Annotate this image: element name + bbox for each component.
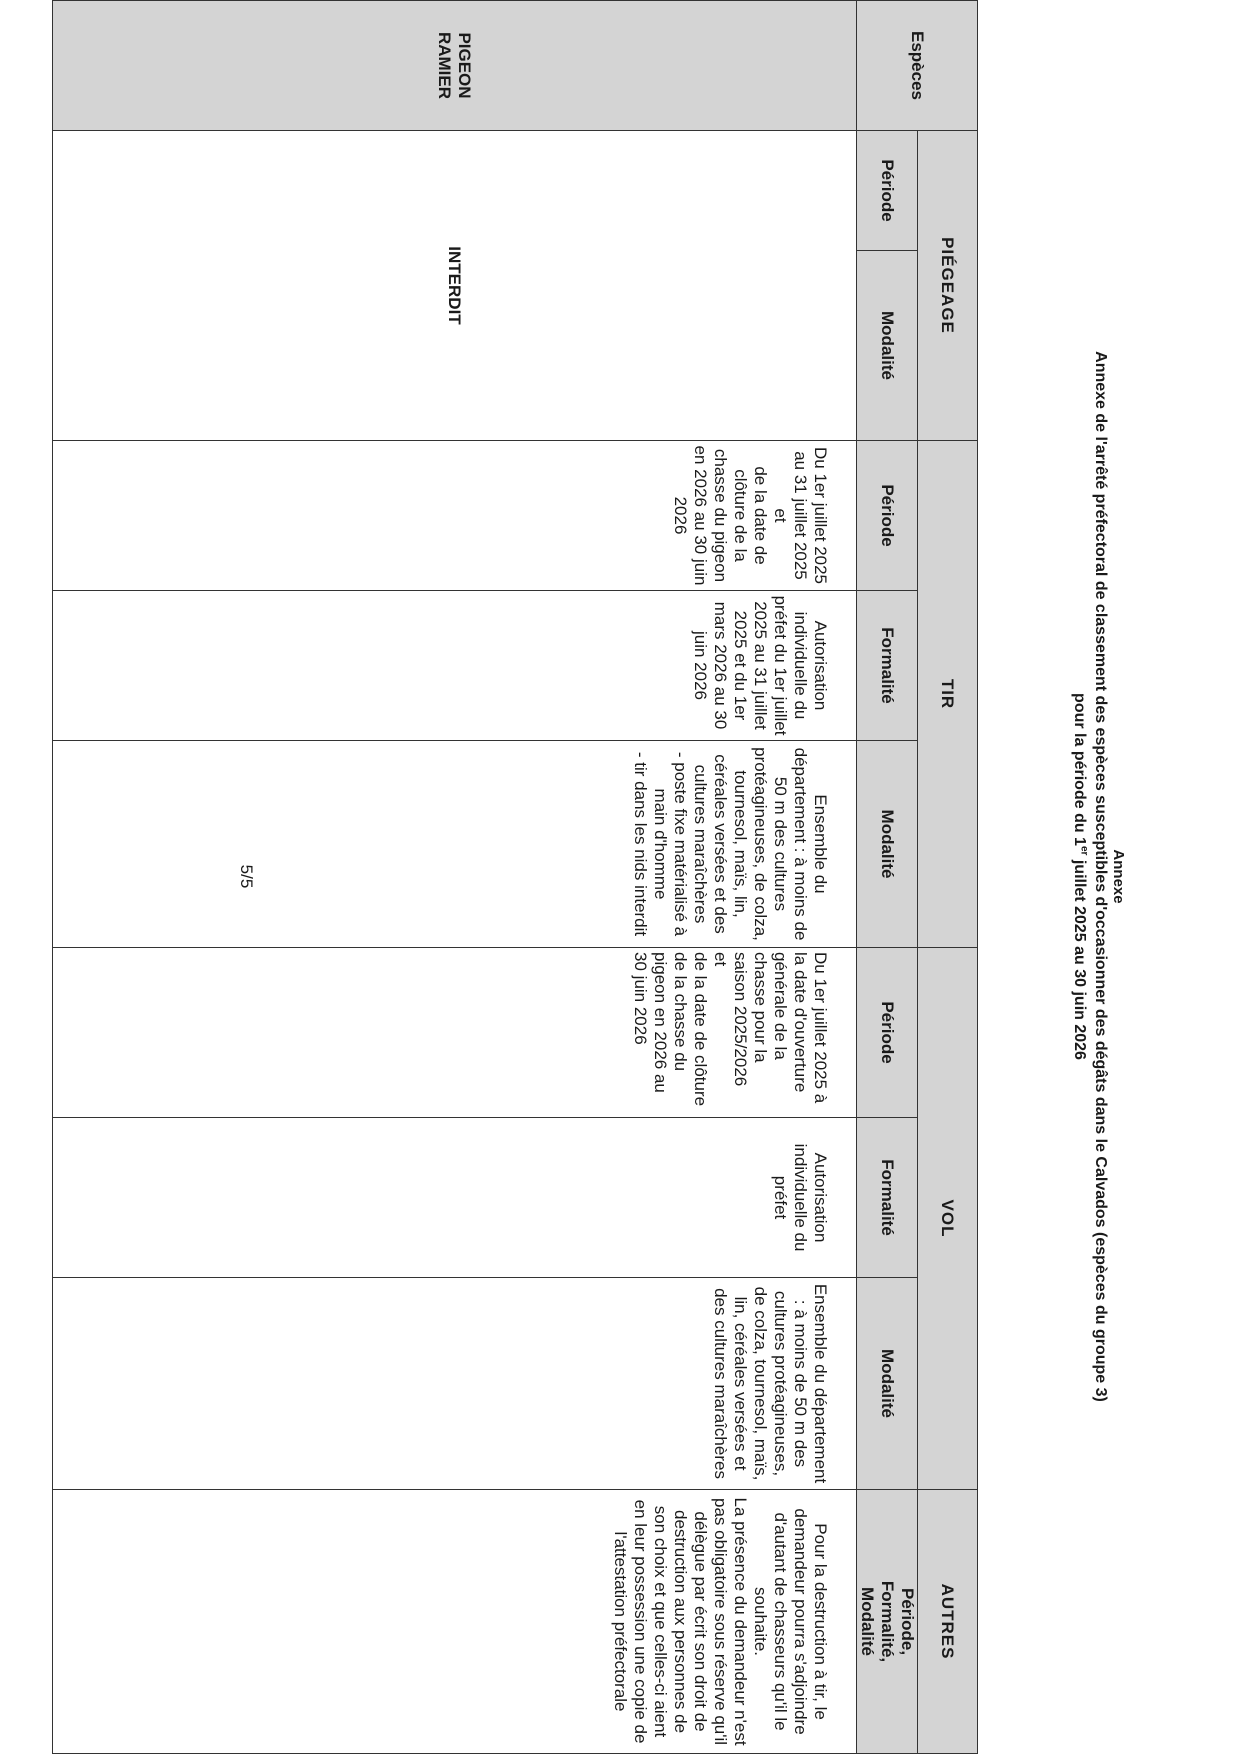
page-number: 5/5 bbox=[237, 864, 256, 889]
piegeage-periode-header: Période bbox=[857, 131, 918, 251]
group-tir: TIR bbox=[918, 441, 978, 948]
tir-formalite-cell: Autorisation individuelle du préfet du 1er juillet 2025 au 31 juillet 2025 et du 1er mars 2026 au 30 juin 2026 bbox=[53, 591, 857, 741]
annexe-label: Annexe bbox=[1110, 849, 1127, 904]
vol-periode-header: Période bbox=[857, 948, 918, 1118]
vol-periode-cell: Du 1er juillet 2025 à la date d'ouverture générale de la chasse pour la saison 2025/2026 et de la date de clôture de la chasse du pigeon en 2026 au 30 juin 2026 bbox=[53, 948, 857, 1118]
document-title: Annexe de l'arrêté préfectoral de classement des espèces susceptibles d'occasionner des dégâts dans le Calvados (espèces du groupe 3) bbox=[1092, 351, 1109, 1402]
vol-formalite-cell: Autorisation individuelle du préfet bbox=[53, 1118, 857, 1278]
group-autres: AUTRES bbox=[918, 1490, 978, 1754]
vol-modalite-header: Modalité bbox=[857, 1278, 918, 1490]
tir-modalite-cell: Ensemble du département : à moins de 50 m des cultures protéagineuses, de colza, tournesol, maïs, lin, céréales versées et des cultures maraîchères - poste fixe matérialisé à main d'homme - tir dans les nids interdit bbox=[53, 741, 857, 948]
species-pigeon-ramier: PIGEON RAMIER bbox=[53, 1, 857, 131]
tir-formalite-header: Formalité bbox=[857, 591, 918, 741]
group-piegeage: PIÉGEAGE bbox=[918, 131, 978, 441]
autres-cell: Pour la destruction à tir, le demandeur pourra s'adjoindre d'autant de chasseurs qu'il le souhaite. La présence du demandeur n'est pas obligatoire sous réserve qu'il délègue par écrit son droit de destruction aux personnes de son choix et que celles-ci aient en leur possession une copie de l'attestation préfectorale bbox=[53, 1490, 857, 1754]
piegeage-modalite-header: Modalité bbox=[857, 251, 918, 441]
autres-header: Période, Formalité, Modalité bbox=[857, 1490, 918, 1754]
tir-modalite-header: Modalité bbox=[857, 741, 918, 948]
period-part2: juillet 2025 au 30 juin 2026 bbox=[1071, 855, 1088, 1060]
document-period bbox=[1070, 0, 1088, 1753]
tir-periode-header: Période bbox=[857, 441, 918, 591]
period-sup: er bbox=[1078, 845, 1090, 856]
classement-table bbox=[52, 0, 978, 1754]
period-part1: pour la période du 1 bbox=[1071, 693, 1088, 846]
vol-formalite-header: Formalité bbox=[857, 1118, 918, 1278]
group-vol: VOL bbox=[918, 948, 978, 1490]
piegeage-interdit: INTERDIT bbox=[53, 131, 857, 441]
vol-modalite-cell: Ensemble du département : à moins de 50 m des cultures protéagineuses, de colza, tournesol, maïs, lin, céréales versées et des cultures maraîchères bbox=[53, 1278, 857, 1490]
tir-periode-cell: Du 1er juillet 2025 au 31 juillet 2025 et de la date de clôture de la chasse du pigeon en 2026 au 30 juin 2026 bbox=[53, 441, 857, 591]
especes-header: Espèces bbox=[857, 1, 978, 131]
